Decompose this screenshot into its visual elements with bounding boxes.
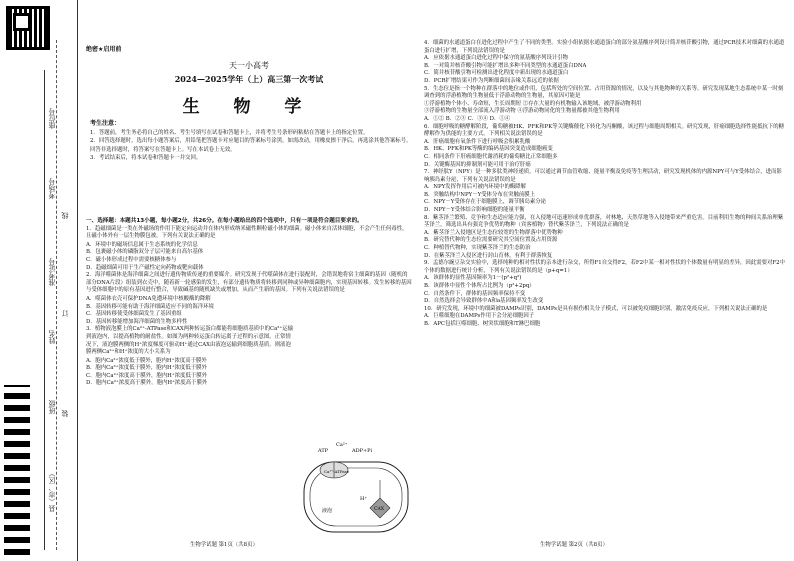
label-county: 县（市、区）	[48, 470, 56, 512]
option: C．基因转移使受体细菌发生了基因重组	[86, 311, 182, 318]
exam-title: 2024—2025学年（上）高三第一次考试	[174, 74, 324, 84]
note-item: 2．回答选择题时，选出每小题答案后，用铅笔把答题卡对应题目的答案标号涂黑。如需改动，用橡皮擦干净后，再选涂其他答案标号。回答非选择题时，将答案写在答题卡上。写在本试卷上无效。	[90, 138, 412, 153]
option: C．胞内Ca²⁺浓度高于膜外，胞内H⁺浓度低于膜外	[86, 372, 208, 379]
label-name: 姓名	[48, 330, 56, 344]
option: A．该群体的显性基因频率为1－(p²+q²)	[424, 275, 522, 282]
cut-mark-pack: 装	[61, 410, 69, 417]
option: B．HK、PFK和PK等酶的编码基因突变造成细胞癌变	[424, 146, 553, 153]
option: C．相同条件下肝癌细胞代谢消耗的葡萄糖比正常细胞多	[424, 153, 558, 160]
option: D．自然选择会导致群体中A和a基因频率发生改变	[424, 298, 544, 305]
note-item: 1．答题前，考生务必将自己的姓名、考生号填写在试卷和答题卡上，并将考生号条形码粘贴在答题卡上的指定位置。	[90, 129, 369, 136]
secret-label: 绝密★启用前	[86, 46, 122, 53]
fig-ca-top-label: Ca²⁺	[336, 442, 348, 448]
option: A．肝癌细胞有氧条件下进行呼吸会积累乳酸	[424, 138, 531, 145]
barcode-stripes	[4, 385, 30, 555]
option: C．NPY－Y受体存在于细胞膜上，调节胰岛素分泌	[424, 199, 547, 206]
transport-figure	[300, 440, 412, 536]
question-text: 3．植物液泡膜上的Ca²⁺-ATPase和CAX两种转运蛋白都能将细胞质基质中的Ca²⁺运输到液泡内，以提高植物的耐盐性。如图为两种转运蛋白转运离子过程的示意图。正常情况下，液泡膜两侧的H⁺浓度梯度可驱动H⁺通过CAX由液泡运输到细胞质基质。则液泡膜两侧Ca²⁺和H⁺浓度的大小关系为	[86, 326, 294, 356]
fig-adp-label: ADP+Pi	[352, 448, 373, 454]
option: A．巨噬细胞在DAMPs作用下会分泌细胞因子	[424, 313, 535, 320]
right-column	[424, 40, 786, 329]
fig-h-label: H⁺	[360, 496, 367, 502]
option: A．环境中的磁场信息属于生态系统的化学信息	[86, 241, 198, 248]
option: A．紫茎泽兰入侵地区是生态位较宽的生物群落中优势物种	[424, 229, 563, 236]
option: B．包裹磁小体的磷脂双分子层可能来自高尔基体	[86, 249, 204, 256]
option: A．NPY发挥作用后可被内环境中的酶降解	[424, 184, 527, 191]
option: B．胞内Ca²⁺浓度低于膜外，胞内H⁺浓度低于膜外	[86, 365, 207, 372]
label-id: 准考证号	[48, 258, 56, 286]
question-text: 5．生态位是指一个物种在群落中的地位或作用，包括所处的空间位置、占用资源的情况，以及与其他物种的关系等。研究发现某地生态系统中某一时刻调查到的浮游植物的生物量低于浮游动物的生物量，其原因可能是	[424, 85, 784, 100]
option: A．噬菌体衣壳可保护DNA免遭环境中核酸酶的降解	[86, 295, 211, 302]
note-item: 3．考试结束后，将本试卷和答题卡一并交回。	[90, 155, 202, 161]
subject-title: 生 物 学	[182, 97, 316, 117]
option: C．自然条件下，群体的基因频率保持不变	[424, 290, 526, 297]
option: A．应依据水通道蛋白进化过程中保守的氨基酸序列设计引物	[424, 55, 569, 62]
option: D．在紫茎泽兰入侵区进行封山育林，有利于群落恢复	[424, 252, 553, 259]
fig-atpase-label: Ca²⁺-ATPase	[324, 469, 350, 474]
option: B．研究替代种的生态位需要研究其空间位置及占用资源	[424, 237, 558, 244]
question-text: 6．细胞呼吸的糖酵解阶段，葡萄糖被HK、PFK和PK等关键酶催化下转化为丙酮酸，该过程与细胞周期相关。研究发现，肝癌细胞选择性能抵抗下的糖酵解作为供能的主要方式。下列相关说法错误的是	[424, 123, 785, 138]
option: D．胞内Ca²⁺浓度高于膜外，胞内H⁺浓度高于膜外	[86, 380, 208, 387]
qr-code	[6, 6, 50, 50]
binding-margin	[0, 0, 78, 561]
cut-mark-line: 线	[61, 212, 69, 219]
option: D．基因转移能增加海洋细菌的生物多样性	[86, 318, 188, 325]
question-text: 7．神经肽Y（NPY）是一种多肽类神经递质，可以通过调节血管收缩、能量平衡及免疫等生理活动，研究发现机体的内源NPY可与Y受体结合，进而影响胰岛素分泌，下列有关说法错误的是	[424, 169, 782, 183]
option: A．胞内Ca²⁺浓度低于膜外，胞内H⁺浓度高于膜外	[86, 357, 207, 364]
option: B．APC包括巨噬细胞、树突状细胞和T淋巴细胞	[424, 320, 541, 327]
question-text: 2．海洋噬菌体是海洋细菌之间进行遗传物质传递的重要媒介。研究发现于代噬菌体在进行装配时，会错误地将宿主细菌的基因（随机的部分DNA片段）组装到衣壳中，随着新一轮感染的发生，有部分遗传物质将转移到同种或异种细菌胞内，实现基因转移。发生转移的基因与受体细胞中的原有基因进行整合，导致碱基的随机缺失或增加，从而产生新的基因。下列有关说法错误的是	[86, 272, 412, 294]
option: B．该群体中显性个体所占比例为（p²+2pq）	[424, 283, 535, 289]
option: B．基因转移可能有助于海洋细菌适应不同的海洋环境	[86, 303, 214, 310]
footer-right: 生物学试题 第2页（共8页）	[540, 542, 608, 548]
section-heading: 一、选择题：本题共13小题，每小题2分，共26分。在每小题给出的四个选项中，只有一项是符合题目要求的。	[86, 218, 363, 224]
question-text: 8．紫茎泽兰繁殖、竞争和生态适应能力强，在入侵地可迅速形成单优群落，对林地、天然草地等入侵地带来严重危害。目前利用生物的种间关系治理紫茎泽兰，筛选出具有强竞争优势的物种（宾客植物）替代紫茎泽兰，下列说法正确的是	[424, 214, 784, 229]
label-seat: 座位号	[48, 108, 56, 129]
option: ③浮游植物的生物量全部流入浮游动物 ④浮游动物同化的生物量都被其他生物利用	[424, 108, 620, 115]
option: D．PCR扩增结果可作为判断细菌间亲缘关系远近的依据	[424, 77, 559, 84]
option: D．NPY－Y受体结合影响细胞的能量平衡	[424, 207, 525, 214]
option: A．①② B．②③ C．③④ D．①④	[424, 115, 511, 122]
left-column	[86, 218, 412, 388]
question-text: 10．研究发现，环境中的细菌被DAMPs识别，DAMPs是具有损伤相关分子模式，可以被免疫细胞识别，激活免疫反应，下列相关说法正确的是	[424, 305, 768, 312]
question-text: 4．细菌的水通道蛋白在进化过程中产生了不同的类型。实验小组依据水通道蛋白的部分氨基酸序列设计简并核苷酸引物，通过PCR技术对细菌的水通道蛋白进行扩增，下列说法错误的是	[424, 40, 785, 54]
notes-box	[90, 120, 412, 163]
fig-vacuole-label: 液泡	[322, 508, 333, 514]
notes-title: 考生注意：	[90, 120, 121, 127]
option: C．磁小体形成过程中需要核糖体参与	[86, 256, 177, 263]
fig-atp-label: ATP	[318, 448, 329, 454]
option: ①浮游植物个体小、寿命短，生长周期短 ②存在大量的有机物输入该地域，被浮游动物利用	[424, 100, 642, 107]
option: D．关键酶基因的抑制剂可能可用于治疗肝癌	[424, 161, 531, 168]
option: B．突触结构中NPY－Y受体分布在突触前膜上	[424, 191, 536, 198]
option: D．趋磁细菌可用于生产磁性定向药物或靶向载体	[86, 264, 204, 271]
fig-cax-label: CAX	[374, 507, 384, 512]
label-class: 班级	[48, 400, 56, 414]
option: C．种植替代物种，实现紫茎泽兰的生态防治	[424, 245, 531, 252]
question-text: 1．趋磁细菌是一类在外磁场的作用下能定向运动并在体内形成纳米磁性颗粒磁小体的细菌。磁小体来自活体细胞，不会产生任何毒性，且磁小体外有一层生物膜包被。下列有关说法正确的是	[86, 225, 408, 240]
option: C．简并核苷酸引物可检测出进化程度中新出现的水通道蛋白	[424, 70, 569, 77]
org-title: 天一小高考	[229, 61, 269, 70]
label-room: 考场号	[48, 178, 56, 199]
question-text: 9．孟德尔豌豆杂交实验中，选择纯种的相对性状的亲本进行杂交，所得F1自交得F2，若F2中某一相对性状的个体数量有明显的差异，因此需要对F2中个体的数据进行统计分析，下列有关说法错误的是（p+q=1）	[424, 260, 785, 274]
cut-mark-bind: 订	[61, 310, 69, 317]
option: B．一对简并核苷酸引物可能扩增出多种不同类型的水通道蛋白DNA	[424, 62, 587, 69]
footer-left: 生物学试题 第1页（共8页）	[190, 542, 258, 548]
margin-line	[44, 70, 45, 550]
